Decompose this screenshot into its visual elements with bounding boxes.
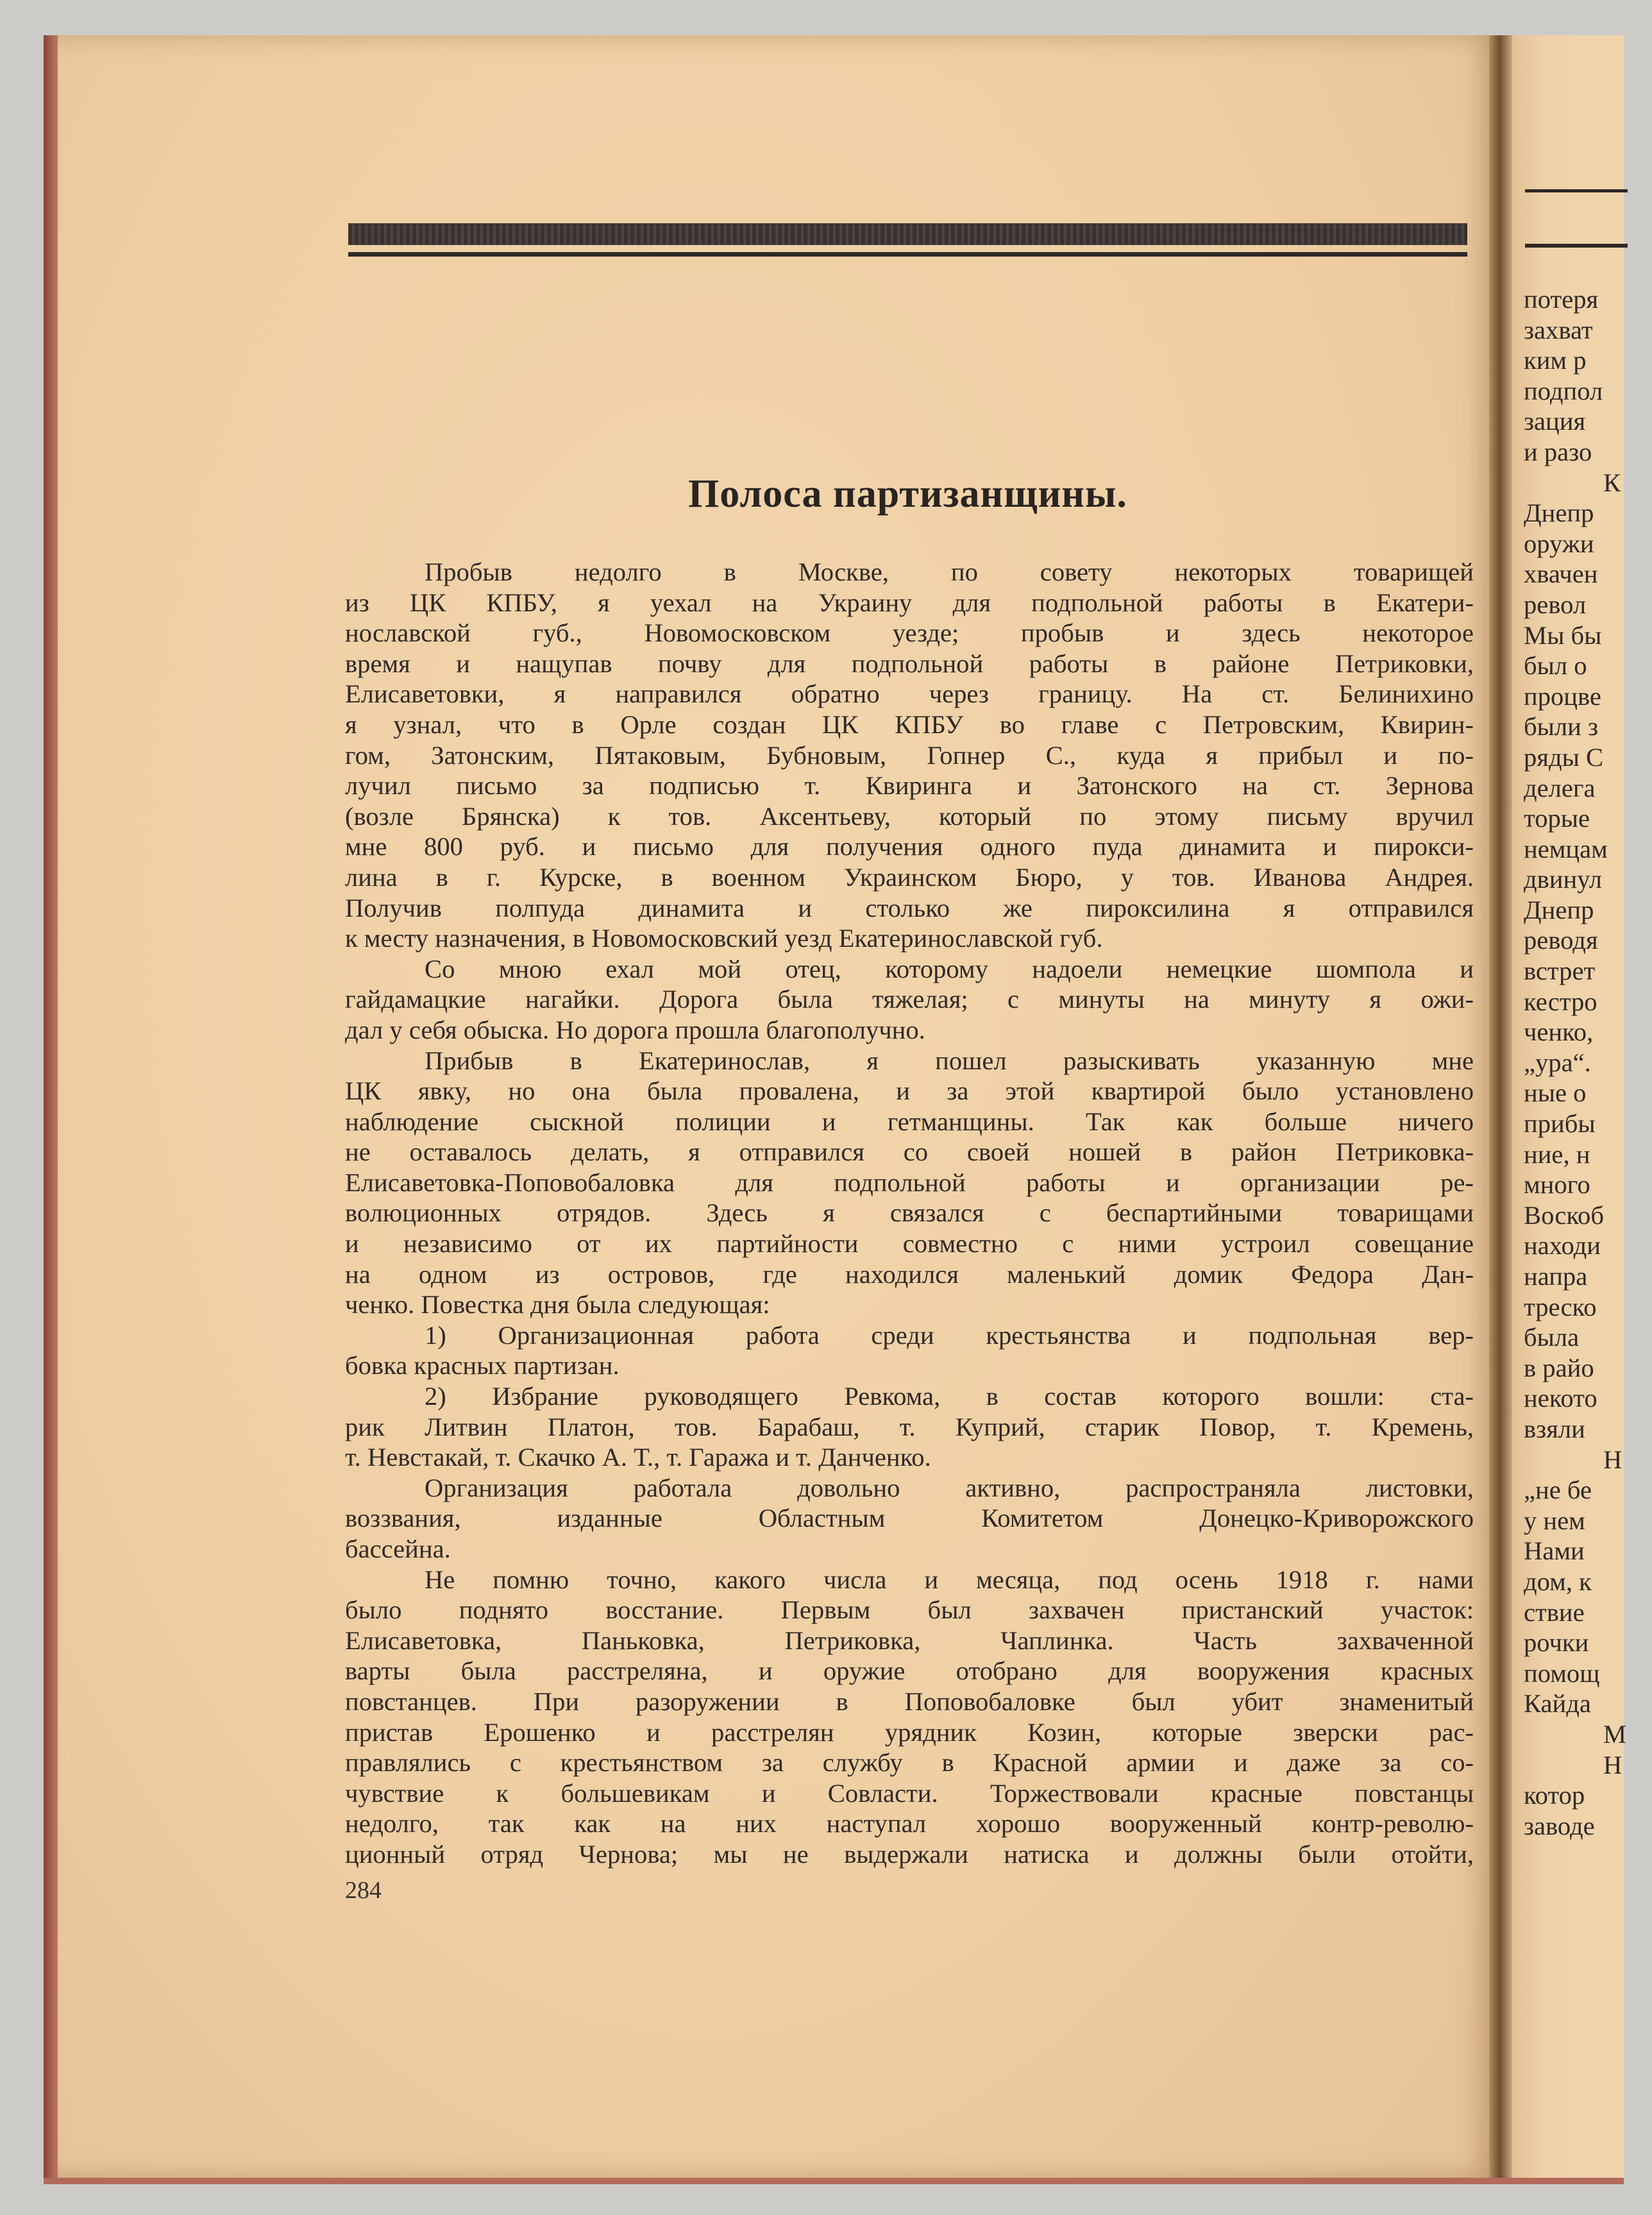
right-text-fragment: М <box>1603 1719 1627 1749</box>
right-text-fragment: К <box>1603 468 1621 497</box>
text-line: было поднято восстание. Первым был захвачен пристанский участок: <box>345 1595 1474 1625</box>
text-line: лина в г. Курске, в военном Украинском Бюро, у тов. Иванова Андрея. <box>345 862 1474 892</box>
right-text-fragment: прибы <box>1524 1109 1596 1139</box>
text-line: дал у себя обыска. Но дорога прошла благополучно. <box>345 1015 925 1044</box>
book-bottom-edge <box>44 2178 1624 2184</box>
right-text-fragment: находи <box>1524 1231 1601 1260</box>
right-text-fragment: ченко, <box>1524 1017 1594 1047</box>
right-text-fragment: ние, н <box>1524 1139 1590 1169</box>
text-line: пристав Ерошенко и расстрелян урядник Козин, которые зверски рас- <box>345 1717 1474 1747</box>
text-line: воззвания, изданные Областным Комитетом Донецко-Криворожского <box>345 1504 1474 1533</box>
right-text-fragment: хвачен <box>1524 559 1598 589</box>
right-text-fragment: ряды С <box>1524 742 1604 772</box>
text-line: 1) Организационная работа среди крестьянства и подпольная вер- <box>425 1320 1474 1350</box>
right-text-fragment: торые <box>1524 804 1590 833</box>
right-text-fragment: была <box>1524 1323 1580 1352</box>
text-line: и независимо от их партийности совместно с ними устроил совещание <box>345 1229 1474 1259</box>
text-line: Со мною ехал мой отец, которому надоели немецкие шомпола и <box>425 954 1474 983</box>
text-line: нославской губ., Новомосковском уезде; пробыв и здесь некоторое <box>345 618 1474 648</box>
right-text-fragment: немцам <box>1524 834 1608 863</box>
right-text-fragment: помощ <box>1524 1658 1600 1688</box>
text-line: 2) Избрание руководящего Ревкома, в состав которого вошли: ста- <box>425 1382 1474 1411</box>
right-text-fragment: были з <box>1524 712 1599 742</box>
text-line: мне 800 руб. и письмо для получения одного пуда динамита и пирокси- <box>345 832 1474 861</box>
right-text-fragment: дом, к <box>1524 1566 1592 1596</box>
text-line: чувствие к большевикам и Совласти. Торжествовали красные повстанцы <box>345 1778 1474 1808</box>
right-text-fragment: зация <box>1524 407 1586 436</box>
right-text-fragment: Днепр <box>1524 498 1594 528</box>
text-line: из ЦК КПБУ, я уехал на Украину для подпольной работы в Екатери- <box>345 588 1474 617</box>
right-text-fragment: Воскоб <box>1524 1200 1604 1230</box>
right-text-fragment: в райо <box>1524 1353 1594 1382</box>
right-text-fragment: потеря <box>1524 285 1599 314</box>
header-rule-thick <box>348 223 1467 245</box>
text-line: Получив полпуда динамита и столько же пироксилина я отправился <box>345 893 1474 922</box>
right-text-fragment: взяли <box>1524 1414 1585 1443</box>
right-text-fragment: оружи <box>1524 529 1594 558</box>
text-line: время и нащупав почву для подпольной работы в районе Петриковки, <box>345 649 1474 678</box>
text-line: правлялись с крестьянством за службу в Красной армии и даже за со- <box>345 1748 1474 1778</box>
right-text-fragment: встрет <box>1524 956 1596 986</box>
right-text-fragment: „не бе <box>1524 1475 1592 1505</box>
right-text-fragment: треско <box>1524 1292 1597 1321</box>
right-text-fragment: заводе <box>1524 1811 1595 1840</box>
text-line: недолго, так как на них наступал хорошо вооруженный контр-револю- <box>345 1809 1474 1838</box>
text-line: ЦК явку, но она была провалена, и за этой квартирой было установлено <box>345 1076 1474 1106</box>
right-text-fragment: некото <box>1524 1384 1597 1413</box>
text-line: (возле Брянска) к тов. Аксентьеву, который по этому письму вручил <box>345 801 1474 831</box>
book-gutter <box>1489 35 1512 2178</box>
right-text-fragment: подпол <box>1524 376 1603 405</box>
text-line: я узнал, что в Орле создан ЦК КПБУ во главе с Петровским, Квирин- <box>345 709 1474 739</box>
right-text-fragment: Н <box>1603 1750 1622 1779</box>
right-text-fragment: котор <box>1524 1781 1585 1810</box>
text-line: рик Литвин Платон, тов. Барабаш, т. Куприй, старик Повор, т. Кремень, <box>345 1412 1474 1441</box>
text-line: повстанцев. При разоружении в Поповобаловке был убит знаменитый <box>345 1686 1474 1716</box>
right-text-fragment: кестро <box>1524 987 1597 1016</box>
text-line: Елисаветовки, я направился обратно через границу. На ст. Белинихино <box>345 679 1474 709</box>
text-line: наблюдение сыскной полиции и гетманщины. Так как больше ничего <box>345 1107 1474 1136</box>
article-body <box>345 557 1474 1870</box>
page-number: 284 <box>345 1877 382 1904</box>
text-line: не оставалось делать, я отправился со своей ношей в район Петриковка- <box>345 1137 1474 1167</box>
text-line: ченко. Повестка дня была следующая: <box>345 1290 770 1320</box>
text-line: волюционных отрядов. Здесь я связался с беспартийными товарищами <box>345 1198 1474 1228</box>
right-page-text <box>1524 284 1652 1841</box>
text-line: лучил письмо за подписью т. Квиринга и Затонского на ст. Зернова <box>345 771 1474 801</box>
text-line: гом, Затонским, Пятаковым, Бубновым, Гопнер С., куда я прибыл и по- <box>345 740 1474 770</box>
right-text-fragment: рочки <box>1524 1628 1589 1658</box>
header-rule-thin <box>348 252 1467 257</box>
text-line: Прибыв в Екатеринослав, я пошел разыскивать указанную мне <box>425 1046 1474 1075</box>
right-text-fragment: Кайда <box>1524 1689 1591 1719</box>
text-line: Елисаветовка, Паньковка, Петриковка, Чаплинка. Часть захваченной <box>345 1625 1474 1655</box>
right-text-fragment: револ <box>1524 590 1587 619</box>
text-line: т. Невстакай, т. Скачко А. Т., т. Гаража и т. Данченко. <box>345 1443 931 1472</box>
text-line: бассейна. <box>345 1534 451 1563</box>
right-text-fragment: Днепр <box>1524 895 1594 924</box>
right-text-fragment: и разо <box>1524 437 1592 466</box>
right-text-fragment: ствие <box>1524 1597 1585 1627</box>
text-line: Елисаветовка-Поповобаловка для подпольной работы и организации ре- <box>345 1167 1474 1197</box>
right-text-fragment: двинул <box>1524 865 1602 894</box>
right-text-fragment: напра <box>1524 1262 1588 1291</box>
right-header-rule-thick <box>1525 244 1628 248</box>
text-line: Организация работала довольно активно, распространяла листовки, <box>425 1473 1474 1502</box>
text-line: Не помню точно, какого числа и месяца, под осень 1918 г. нами <box>425 1565 1474 1594</box>
right-header-rule-thin <box>1525 189 1628 192</box>
right-text-fragment: много <box>1524 1170 1590 1200</box>
right-text-fragment: ким р <box>1524 346 1587 375</box>
text-line: ционный отряд Чернова; мы не выдержали натиска и должны были отойти, <box>345 1839 1474 1869</box>
right-text-fragment: у нем <box>1524 1506 1585 1535</box>
right-text-fragment: процве <box>1524 681 1601 711</box>
text-line: варты была расстреляна, и оружие отобрано для вооружения красных <box>345 1656 1474 1686</box>
right-text-fragment: Нами <box>1524 1536 1585 1566</box>
text-line: к месту назначения, в Новомосковский уезд Екатеринославской губ. <box>345 924 1103 953</box>
right-text-fragment: захват <box>1524 315 1593 344</box>
right-text-fragment: реводя <box>1524 926 1598 955</box>
right-text-fragment: был о <box>1524 651 1587 681</box>
right-page <box>1512 35 1627 2178</box>
text-line: гайдамацкие нагайки. Дорога была тяжелая; с минуты на минуту я ожи- <box>345 985 1474 1014</box>
text-line: бовка красных партизан. <box>345 1351 620 1380</box>
right-text-fragment: Мы бы <box>1524 620 1602 650</box>
right-text-fragment: делега <box>1524 773 1596 802</box>
text-line: на одном из островов, где находился маленький домик Федора Дан- <box>345 1259 1474 1289</box>
right-text-fragment: ные о <box>1524 1078 1587 1108</box>
article-title: Полоса партизанщины. <box>688 472 1127 516</box>
right-text-fragment: „ура“. <box>1524 1048 1591 1077</box>
text-line: Пробыв недолго в Москве, по совету некоторых товарищей <box>425 557 1474 586</box>
right-text-fragment: Н <box>1603 1445 1622 1474</box>
